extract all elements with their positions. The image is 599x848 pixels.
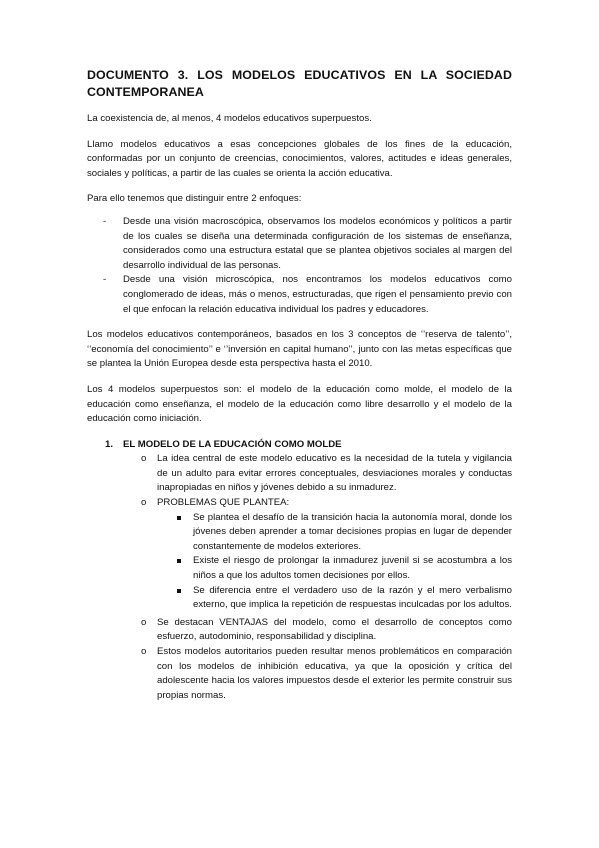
- list-item: - Desde una visión macroscópica, observamos los modelos económicos y políticos a partir de los cuales se diseña una determinada configuración de los sistemas de enseñanza, considerados como una estructura estatal que se plantea objetivos sociales al margen del desarrollo individual de las personas.: [103, 215, 512, 271]
- list-item: Se diferencia entre el verdadero uso de la razón y el mero verbalismo externo, que implica la repetición de respuestas inculcadas por los adultos.: [193, 584, 512, 613]
- list-item: Existe el riesgo de prolongar la inmadurez juvenil si se acostumbra a los niños a que los adultos tomen decisiones por ellos.: [193, 554, 512, 583]
- problems-list: [157, 511, 512, 613]
- definition-paragraph: Llamo modelos educativos a esas concepciones globales de los fines de la educación, conformadas por un conjunto de creencias, conocimientos, valores, actitudes e ideas generales, sociales y políticas, a partir de las cuales se orienta la acción educativa.: [87, 138, 512, 179]
- dash-bullet: -: [103, 274, 107, 286]
- approaches-list: [87, 215, 512, 317]
- document-title: DOCUMENTO 3. LOS MODELOS EDUCATIVOS EN LA SOCIEDAD CONTEMPORANEA: [87, 68, 512, 99]
- square-bullet: [177, 516, 181, 520]
- square-bullet: [177, 559, 181, 563]
- section-number: 1.: [105, 438, 114, 450]
- list-item: o La idea central de este modelo educativo es la necesidad de la tutela y vigilancia de un adulto para evitar errores conceptuales, desviaciones morales y conductas inapropiadas en niños y jóvenes debido a su inmadurez.: [141, 453, 512, 494]
- circle-bullet: o: [141, 453, 147, 465]
- list-item: o Estos modelos autoritarios pueden resultar menos problemáticos en comparación con los modelos de inhibición educativa, ya que la oposición y crítica del adolescente hacia los valores impuestos desde el exterior les permite construir sus propias normas.: [141, 646, 512, 701]
- list-item: o PROBLEMAS QUE PLANTEA: Se plantea el desafío de la transición hacia la autonomía moral, donde los jóvenes deben aprender a tomar decisiones propias en lugar de depender constantemente de modelos exteriores. Existe el riesgo de prolongar la inmadurez juvenil si se acostumbra a los niños a que los adultos tomen decisiones por ellos. Se diferencia entre el verdadero uso de la razón y el mero verbalismo externo, que implica la repetición de respuestas inculcadas por los adultos.: [157, 496, 512, 613]
- concepts-paragraph: Los modelos educativos contemporáneos, basados en los 3 conceptos de ‘’reserva de talento’’, ‘’economía del conocimiento’’ e ‘’inversión en capital humano’’, junto con las metas específicas que se plantea la Unión Europea desde esta perspectiva hasta el 2010.: [87, 329, 512, 370]
- section-heading: 1. EL MODELO DE LA EDUCACIÓN COMO MOLDE: [87, 438, 512, 453]
- section-list: [87, 452, 512, 703]
- approaches-intro: Para ello tenemos que distinguir entre 2 enfoques:: [87, 193, 302, 205]
- circle-bullet: o: [141, 616, 147, 628]
- circle-bullet: o: [141, 646, 147, 657]
- list-item: o Se destacan VENTAJAS del modelo, como el desarrollo de conceptos como esfuerzo, autodominio, responsabilidad y disciplina.: [141, 616, 512, 643]
- dash-bullet: -: [103, 215, 107, 227]
- intro-paragraph: La coexistencia de, al menos, 4 modelos educativos superpuestos.: [87, 113, 372, 124]
- square-bullet: [177, 589, 181, 593]
- models-paragraph: Los 4 modelos superpuestos son: el modelo de la educación como molde, el modelo de la educación como enseñanza, el modelo de la educación como libre desarrollo y el modelo de la educación como iniciación.: [87, 383, 512, 425]
- list-item: Se plantea el desafío de la transición hacia la autonomía moral, donde los jóvenes deben aprender a tomar decisiones propias en lugar de depender constantemente de modelos exteriores.: [193, 511, 512, 555]
- list-item: - Desde una visión microscópica, nos encontramos los modelos educativos como conglomerado de ideas, más o menos, estructuradas, que rigen el pensamiento previo con el que enfocan la relación educativa individual los padres y educadores.: [103, 274, 512, 315]
- circle-bullet: o: [141, 497, 147, 509]
